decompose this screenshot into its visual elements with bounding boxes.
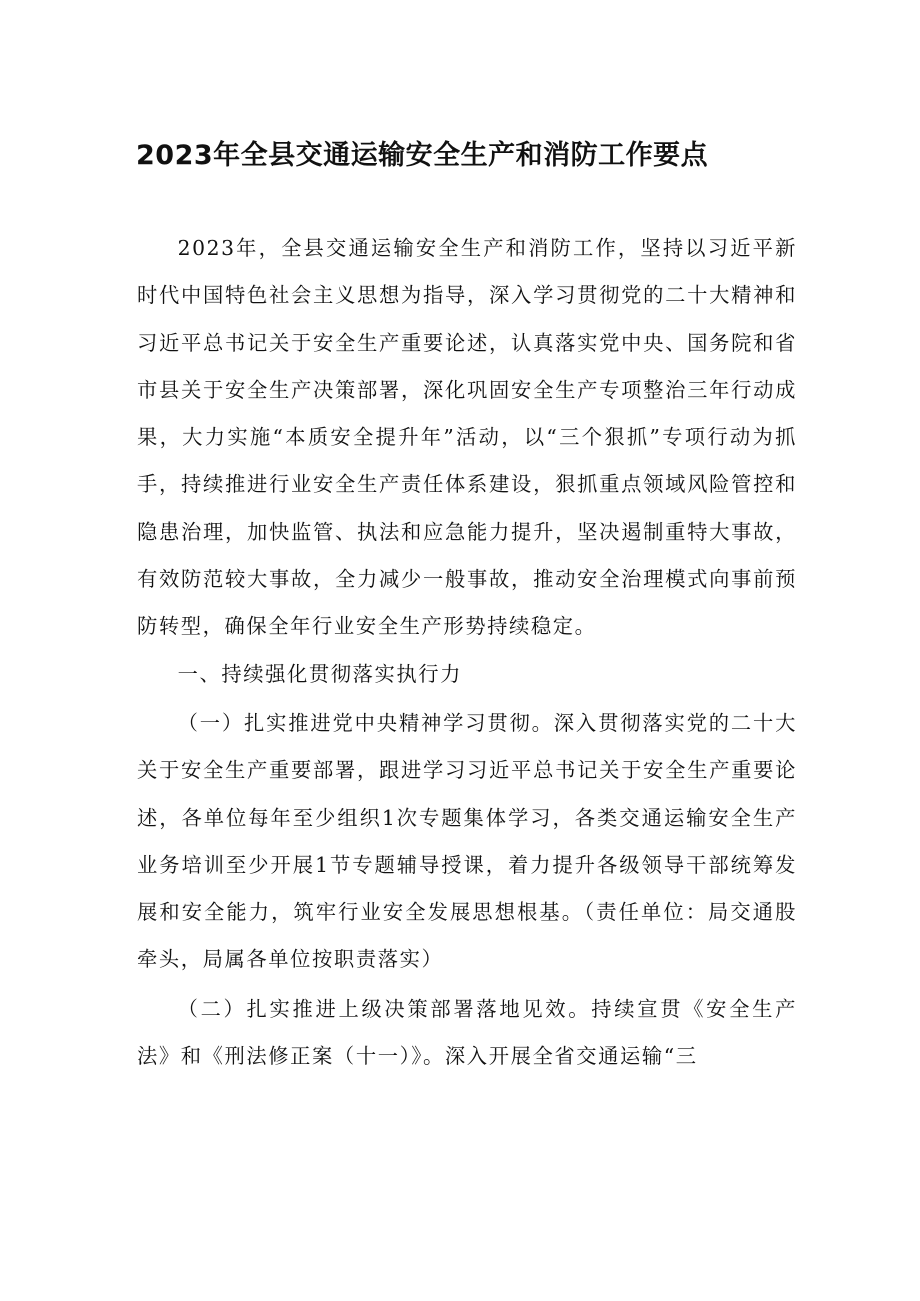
subsection-paragraph-1: （一）扎实推进党中央精神学习贯彻。深入贯彻落实党的二十大关于安全生产重要部署，跟进学习习近平总书记关于安全生产重要论述，各单位每年至少组织1次专题集体学习，各类交通运输安全生产业务培训至少开展1节专题辅导授课，着力提升各级领导干部统筹发展和安全能力，筑牢行业安全发展思想根基。（责任单位：局交通股牵头，局属各单位按职责落实） [137,710,797,972]
document-title: 2023年全县交通运输安全生产和消防工作要点 [136,140,709,171]
subsection-paragraph-2: （二）扎实推进上级决策部署落地见效。持续宣贯《安全生产法》和《刑法修正案（十一）》。深入开展全省交通运输“三 [137,996,797,1069]
document-body [137,225,797,1080]
section-heading-1: 一、持续强化贯彻落实执行力 [177,661,463,686]
intro-paragraph: 2023年，全县交通运输安全生产和消防工作，坚持以习近平新时代中国特色社会主义思想为指导，深入学习贯彻党的二十大精神和习近平总书记关于安全生产重要论述，认真落实党中央、国务院和省市县关于安全生产决策部署，深化巩固安全生产专项整治三年行动成果，大力实施“本质安全提升年”活动，以“三个狠抓”专项行动为抓手，持续推进行业安全生产责任体系建设，狠抓重点领域风险管控和隐患治理，加快监管、执法和应急能力提升，坚决遏制重特大事故，有效防范较大事故，全力减少一般事故，推动安全治理模式向事前预防转型，确保全年行业安全生产形势持续稳定。 [137,236,797,639]
